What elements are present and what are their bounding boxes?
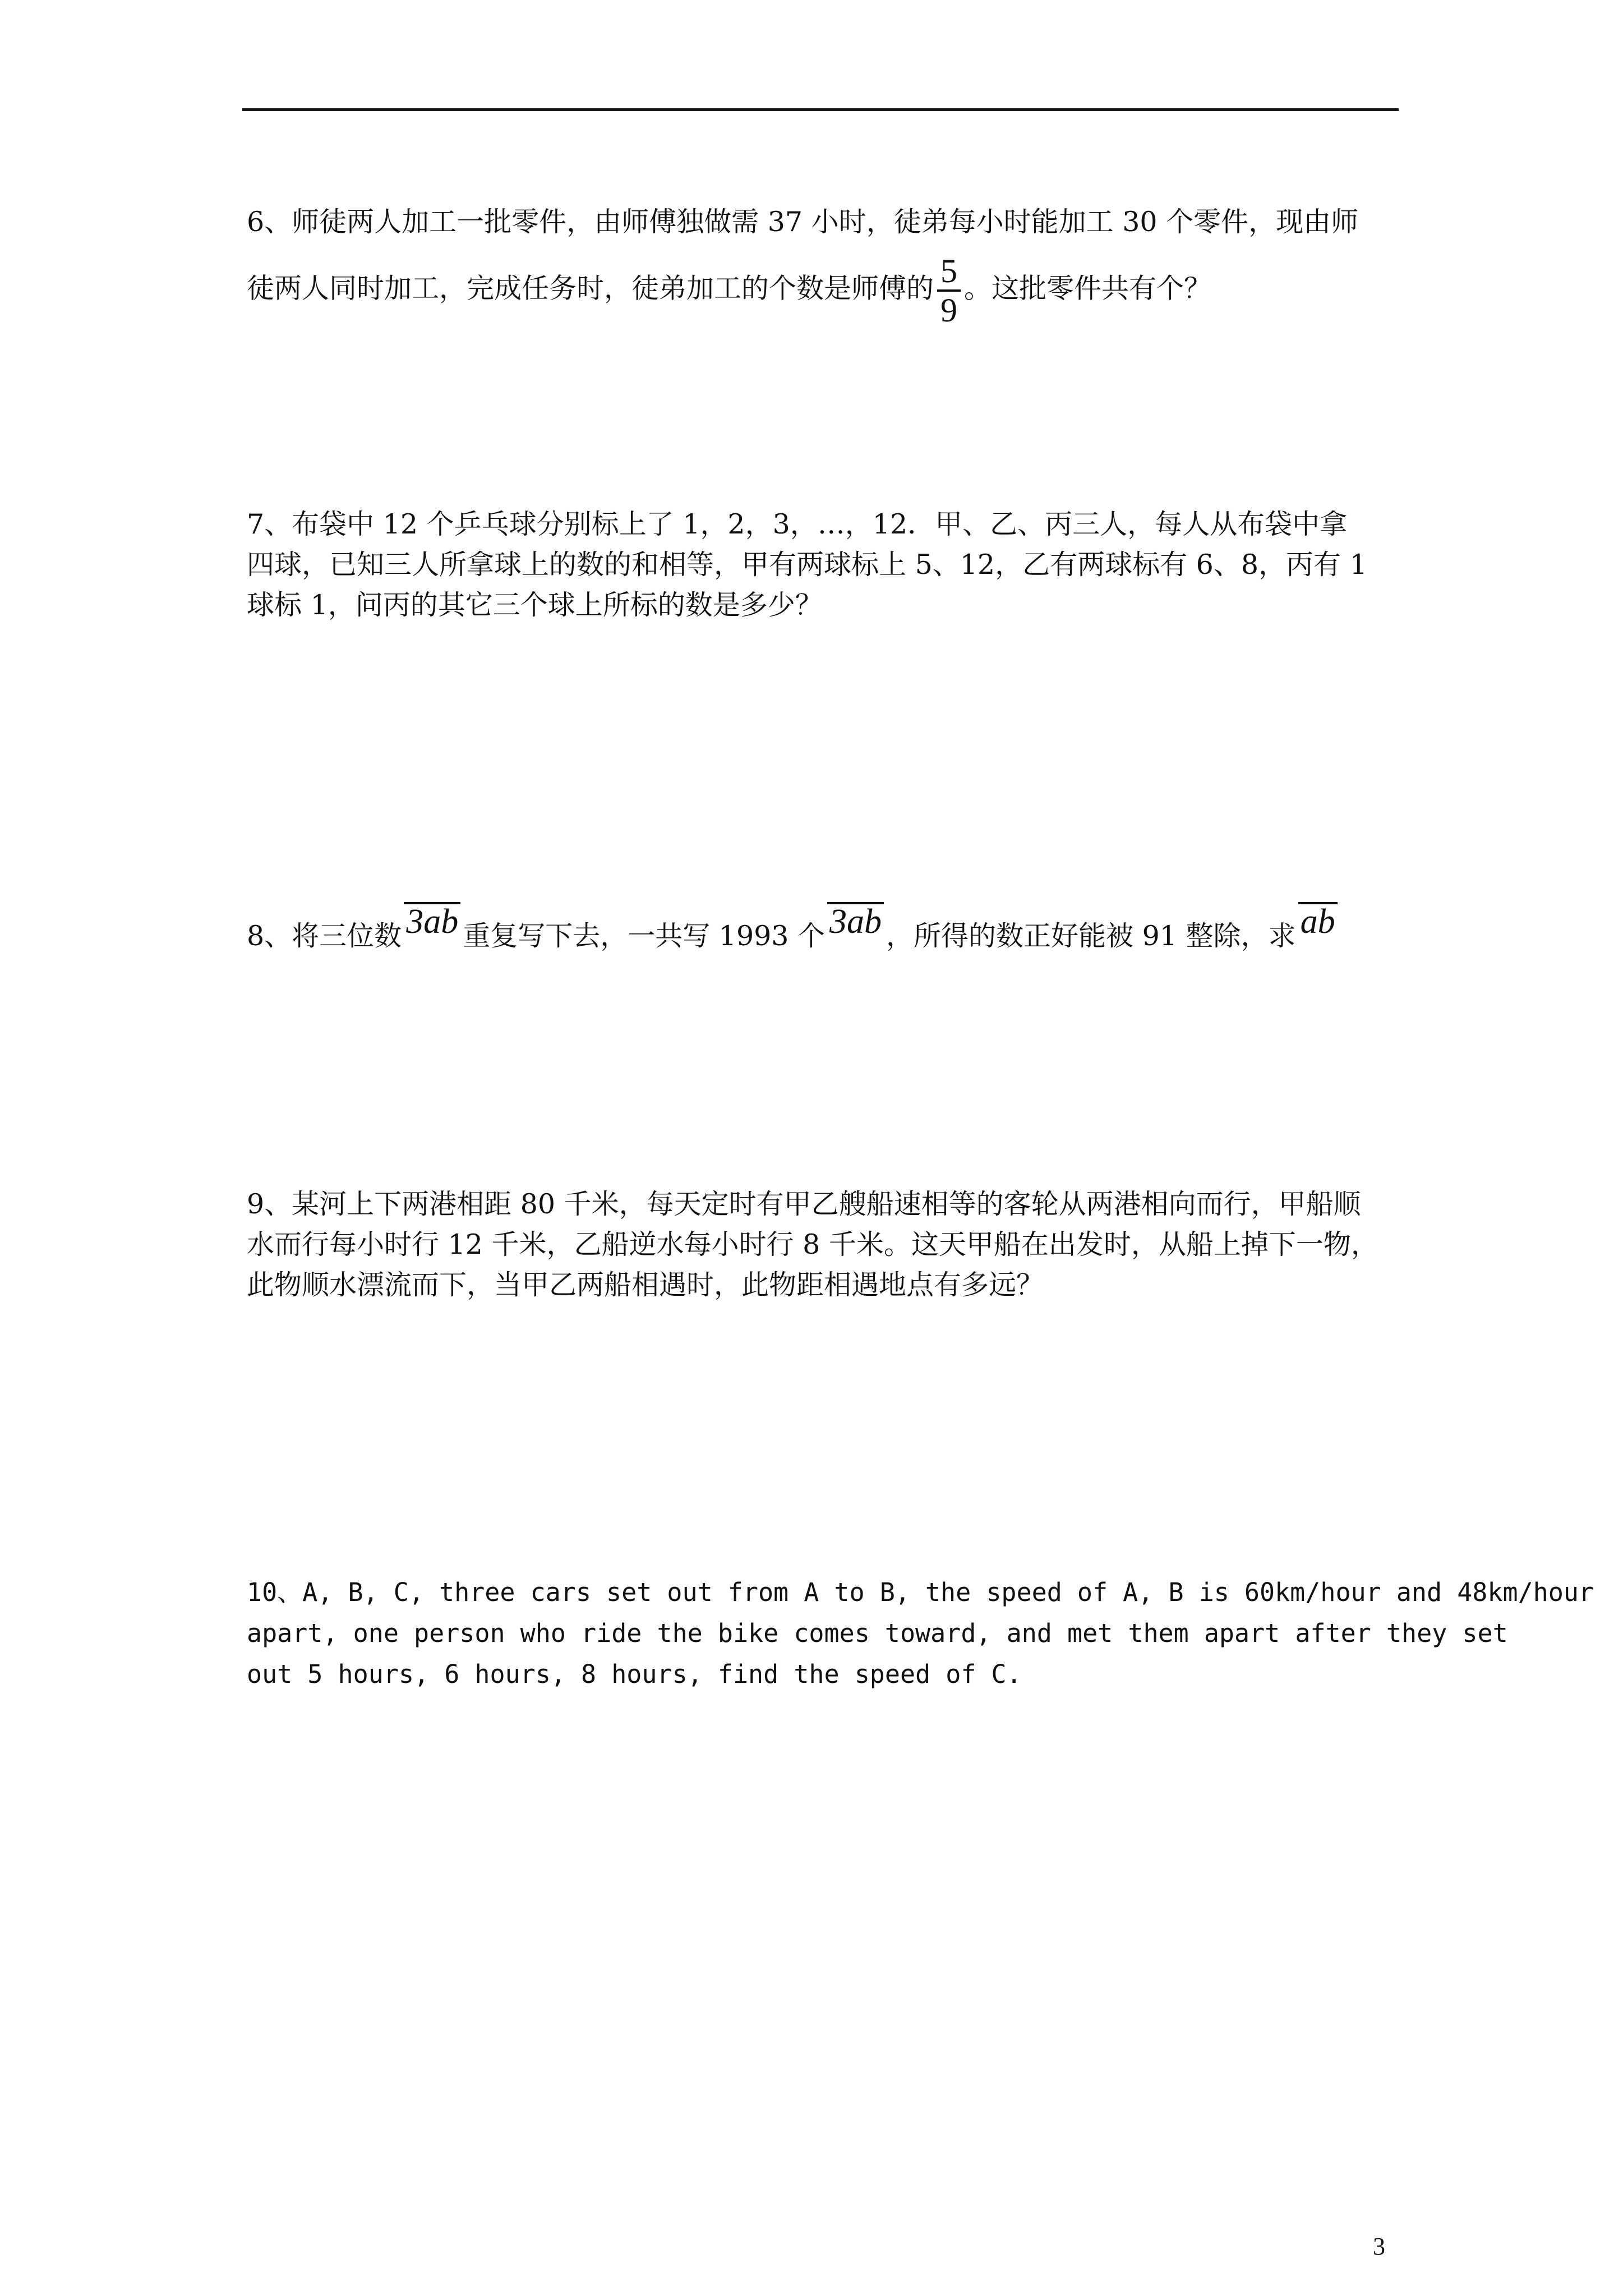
overline-number-ab: ab bbox=[1298, 902, 1338, 939]
fraction-denominator: 9 bbox=[940, 292, 958, 329]
fraction-numerator: 5 bbox=[937, 252, 961, 292]
page-number: 3 bbox=[1373, 2233, 1385, 2260]
question-6-text-before-fraction: 徒两人同时加工，完成任务时，徒弟加工的个数是师傅的 bbox=[247, 272, 934, 305]
question-8-part-3: ，所得的数正好能被 91 整除，求 bbox=[886, 920, 1296, 952]
question-6-line-2 bbox=[247, 252, 1211, 329]
question-6-line-1: 6、师徒两人加工一批零件，由师傅独做需 37 小时，徒弟每小时能加工 30 个零件，现由师 bbox=[247, 206, 1359, 238]
question-7-line-2: 四球，已知三人所拿球上的数的和相等，甲有两球标上 5、12，乙有两球标有 6、8，丙有 1 bbox=[247, 549, 1367, 581]
question-7-line-1: 7、布袋中 12 个乒乓球分别标上了 1，2，3，…，12．甲、乙、丙三人，每人从布袋中拿 bbox=[247, 508, 1348, 540]
question-10-line-3: out 5 hours, 6 hours, 8 hours, find the speed of C. bbox=[247, 1659, 1022, 1689]
overline-number-3ab: 3ab bbox=[404, 902, 460, 939]
header-rule bbox=[242, 108, 1399, 111]
question-10-line-2: apart, one person who ride the bike comes toward, and met them apart after they set bbox=[247, 1618, 1508, 1648]
question-8-part-2: 重复写下去，一共写 1993 个 bbox=[463, 920, 826, 952]
question-9-line-1: 9、某河上下两港相距 80 千米，每天定时有甲乙艘船速相等的客轮从两港相向而行，甲船顺 bbox=[247, 1188, 1361, 1220]
question-9-line-2: 水而行每小时行 12 千米，乙船逆水每小时行 8 千米。这天甲船在出发时，从船上掉下一物， bbox=[247, 1228, 1378, 1260]
question-7-line-3: 球标 1，问丙的其它三个球上所标的数是多少？ bbox=[247, 589, 823, 621]
question-6-text-after-fraction: 。这批零件共有个？ bbox=[964, 272, 1212, 305]
question-9-line-3: 此物顺水漂流而下，当甲乙两船相遇时，此物距相遇地点有多远？ bbox=[247, 1269, 1044, 1301]
fraction-five-ninths bbox=[937, 252, 961, 329]
question-10-line-1: 10、A, B, C, three cars set out from A to B, the speed of A, B is 60km/hour and 48km/hour bbox=[247, 1577, 1594, 1607]
question-8-line bbox=[247, 903, 1340, 953]
question-8-part-1: 8、将三位数 bbox=[247, 920, 402, 952]
overline-number-3ab-repeat: 3ab bbox=[827, 902, 884, 939]
